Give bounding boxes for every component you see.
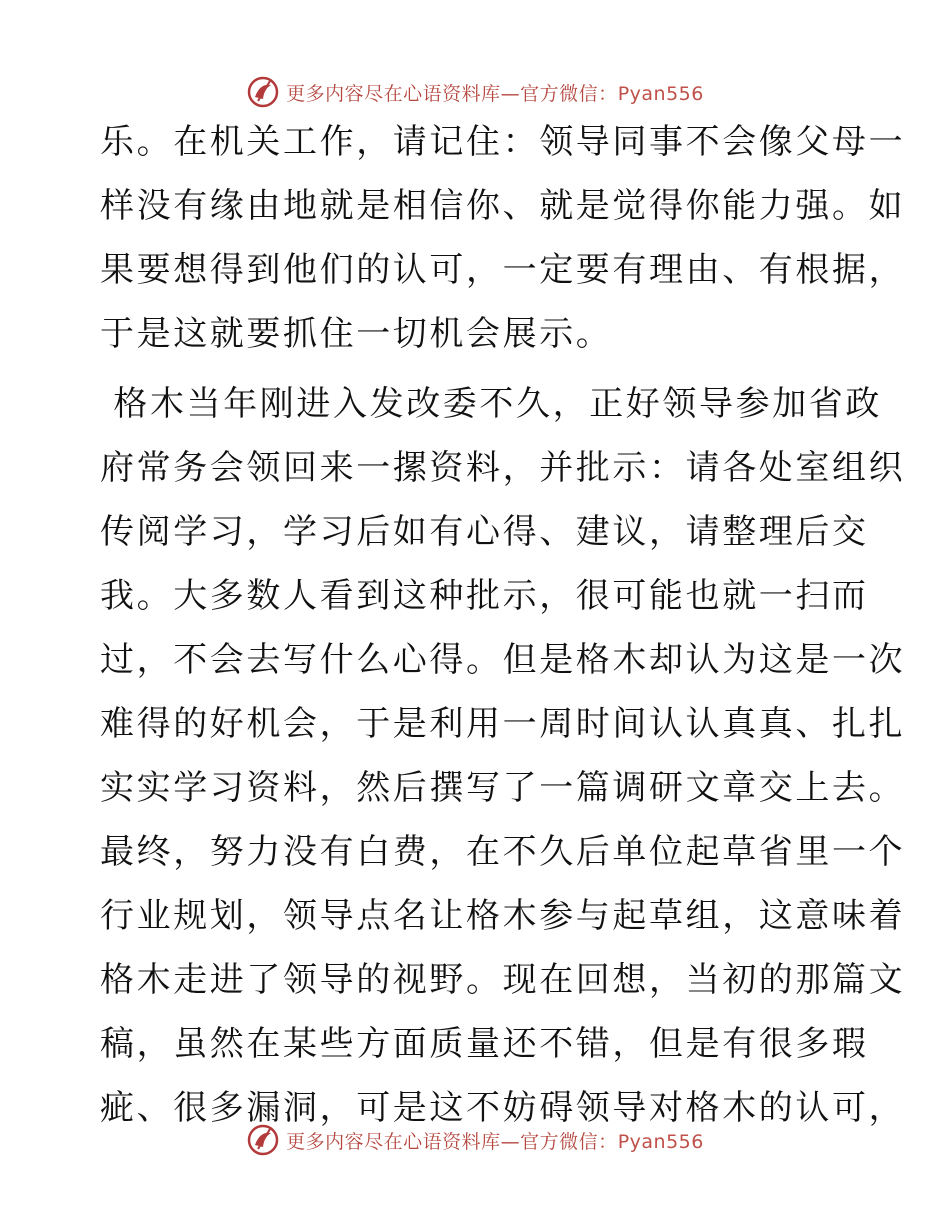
text-line: 传阅学习，学习后如有心得、建议，请整理后交	[100, 512, 869, 552]
text-line: 行业规划，领导点名让格木参与起草组，这意味着	[100, 896, 906, 936]
paragraph-2	[100, 380, 906, 1132]
text-line: 于是这就要抓住一切机会展示。	[100, 314, 613, 354]
text-line: 稿，虽然在某些方面质量还不错，但是有很多瑕	[100, 1024, 869, 1064]
header-separator: —	[500, 82, 521, 105]
seal-logo-icon	[246, 75, 280, 109]
text-line: 乐。在机关工作，请记住：领导同事不会像父母一	[100, 122, 906, 162]
paragraph-1	[100, 118, 906, 358]
footer-wechat-id: Pyan556	[617, 1130, 704, 1153]
header-site-text: 更多内容尽在心语资料库	[286, 82, 501, 105]
text-line: 过，不会去写什么心得。但是格木却认为这是一次	[100, 640, 906, 680]
text-line: 格木当年刚进入发改委不久，正好领导参加省政	[100, 384, 883, 424]
header-wechat-id: Pyan556	[617, 82, 704, 105]
text-line: 最终，努力没有白费，在不久后单位起草省里一个	[100, 832, 906, 872]
footer-banner	[0, 1118, 950, 1162]
text-line: 格木走进了领导的视野。现在回想，当初的那篇文	[100, 960, 906, 1000]
footer-wechat-label: 官方微信：	[520, 1130, 618, 1153]
seal-logo-icon	[246, 1123, 280, 1157]
text-line: 府常务会领回来一摞资料，并批示：请各处室组织	[100, 448, 906, 488]
text-line: 疵、很多漏洞，可是这不妨碍领导对格木的认可，	[100, 1088, 906, 1128]
footer-text	[286, 1127, 704, 1154]
footer-separator: —	[500, 1130, 521, 1153]
header-wechat-label: 官方微信：	[520, 82, 618, 105]
text-line: 样没有缘由地就是相信你、就是觉得你能力强。如	[100, 186, 906, 226]
text-line: 实实学习资料，然后撰写了一篇调研文章交上去。	[100, 768, 906, 808]
document-body	[100, 118, 906, 1148]
text-line: 难得的好机会，于是利用一周时间认认真真、扎扎	[100, 704, 906, 744]
header-banner	[0, 70, 950, 114]
text-line: 我。大多数人看到这种批示，很可能也就一扫而	[100, 576, 869, 616]
text-line: 果要想得到他们的认可，一定要有理由、有根据，	[100, 250, 906, 290]
header-text	[286, 79, 704, 106]
footer-site-text: 更多内容尽在心语资料库	[286, 1130, 501, 1153]
